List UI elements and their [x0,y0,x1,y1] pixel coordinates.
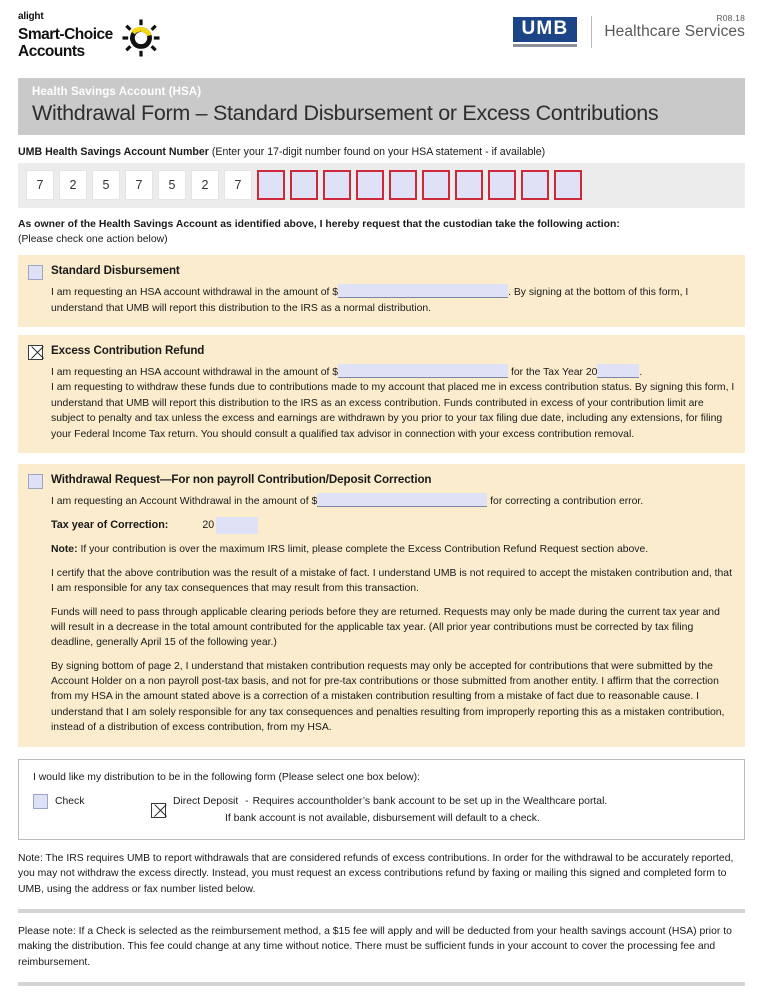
excess-contribution-paragraph-2: I am requesting to withdraw these funds due to contributions made to my account that placed me in excess contribution status. By signing this form, I understand that UMB will report this distribution to the IRS as an excess contribution. Funds contributed in excess of your contribution limit are subject to penalty and tax unless the excess and earnings are withdrawn by you prior to your tax filing due date, including any extensions, for filing your Federal Income Tax return. You should consult a qualified tax advisor in connection with your excess contribution removal. [51,382,735,440]
brand-text [18,12,113,60]
withdrawal-request-text-after: for correcting a contribution error. [487,495,644,507]
umb-logo-mark: UMB [513,17,578,42]
footer-divider-2 [18,982,745,986]
account-digit-input-5[interactable] [389,170,417,200]
account-digit-input-9[interactable] [521,170,549,200]
withdrawal-request-taxyear-label: Tax year of Correction: [51,518,169,531]
withdrawal-request-taxyear-field[interactable] [216,517,258,534]
account-digit-box-3[interactable]: 5 [92,170,120,200]
intro-line-2: (Please check one action below) [18,234,168,246]
distribution-question: I would like my distribution to be in the following form (Please select one box below): [33,771,420,783]
account-digit-input-10[interactable] [554,170,582,200]
withdrawal-request-note [51,542,735,557]
excess-contribution-text-mid: for the Tax Year 20 [508,367,598,379]
intro-text [18,217,745,247]
withdrawal-request-note-bold: Note: [51,544,78,556]
checkbox-excess-contribution-refund[interactable] [28,345,43,360]
account-digit-input-7[interactable] [455,170,483,200]
brand-logo [18,12,160,62]
account-digit-input-1[interactable] [257,170,285,200]
account-number-label [18,146,745,158]
footer-note-irs: Note: The IRS requires UMB to report withdrawals that are considered refunds of excess contributions. In order for the withdrawal to be accurately reported, you may not withdraw the excess directly. Instead, you must request an excess contributions refund by faxing or mailing this signed and completed form to UMB, using the address or fax number listed below. [18,852,734,895]
section-excess-contribution-refund [18,335,745,453]
excess-contribution-body [51,364,735,442]
umb-logo-underline [513,44,578,47]
account-digit-input-6[interactable] [422,170,450,200]
sun-icon [122,19,160,62]
account-number-label-hint: (Enter your 17-digit number found on your HSA statement - if available) [208,146,546,159]
account-digit-box-5[interactable]: 5 [158,170,186,200]
title-eyebrow: Health Savings Account (HSA) [32,86,202,98]
account-digit-box-2[interactable]: 2 [59,170,87,200]
standard-disbursement-header [28,264,735,280]
account-digit-input-2[interactable] [290,170,318,200]
standard-disbursement-title: Standard Disbursement [51,264,180,278]
distribution-method-box [18,759,745,840]
withdrawal-request-amount-field[interactable] [317,493,487,507]
umb-divider [591,16,592,48]
distribution-option-check-label: Check [55,795,85,807]
distribution-direct-deposit-note-2: If bank account is not available, disbursement will default to a check. [225,813,540,825]
withdrawal-request-title: Withdrawal Request—For non payroll Contribution/Deposit Correction [51,472,432,486]
intro-line-1: As owner of the Health Savings Account as identified above, I hereby request that the custodian take the following action: [18,219,620,231]
distribution-option-direct-deposit-label: Direct Deposit [173,795,239,807]
checkbox-withdrawal-request[interactable] [28,474,43,489]
withdrawal-request-header [28,473,735,489]
account-digit-box-4[interactable]: 7 [125,170,153,200]
brand-name-line2: Accounts [18,42,85,60]
withdrawal-request-body [51,493,735,736]
distribution-options-row [33,794,730,827]
standard-disbursement-body [51,284,735,316]
umb-logo [513,17,578,46]
excess-contribution-text-before: I am requesting an HSA account withdrawal in the amount of $ [51,367,339,379]
excess-contribution-header [28,344,735,360]
excess-contribution-text-end: . [639,367,643,379]
footer-divider-1 [18,909,745,913]
account-digit-box-1[interactable]: 7 [26,170,54,200]
distribution-option-direct-deposit[interactable] [151,794,607,827]
withdrawal-request-taxyear-prefix: 20 [202,519,215,532]
withdrawal-request-paragraph-signing: By signing bottom of page 2, I understand that mistaken contribution requests may only be accepted for contributions that were submitted by the Account Holder on a non payroll post-tax basis, and not for pre-tax contributions or those submitted from another entity. I affirm that the correction from my HSA in the amount stated above is a correction of a mistaken contribution resulting from a mistake of fact due to reasonable cause. I understand that I am solely responsible for any tax consequences and penalties resulting from improperly reporting this as a mistaken contribution, instead of a distribution of excess contribution, from my HSA. [51,660,725,734]
excess-contribution-amount-field[interactable] [338,364,508,378]
withdrawal-request-paragraph-certify: I certify that the above contribution was the result of a mistake of fact. I understand UMB is not required to accept the mistaken contribution and, that I am responsible for any tax consequences that may result from this transaction. [51,567,732,595]
standard-disbursement-text-before: I am requesting an HSA account withdrawal in the amount of $ [51,287,339,299]
withdrawal-request-note-text: If your contribution is over the maximum IRS limit, please complete the Excess Contribution Refund Request section above. [77,544,649,556]
withdrawal-request-amount-paragraph [51,493,735,509]
account-digit-box-7[interactable]: 7 [224,170,252,200]
standard-disbursement-text-after: . By signing at the bottom of this form, I understand that UMB will report this distribution to the IRS as a normal distribution. [51,287,689,314]
standard-disbursement-amount-field[interactable] [338,284,508,298]
section-standard-disbursement [18,255,745,327]
withdrawal-request-paragraph-funds: Funds will need to pass through applicable clearing periods before they are returned. Requests may only be made during the current tax year and will result in a decrease in the total amount contributed for the applicable tax year. (All prior year contributions must be corrected by tax filing deadline, generally April 15 of the following year.) [51,606,720,649]
checkbox-check[interactable] [33,794,48,809]
distribution-option-check[interactable] [33,794,151,809]
distribution-direct-deposit-note: Requires accountholder’s bank account to be set up in the Wealthcare portal. [252,795,608,807]
account-digit-input-4[interactable] [356,170,384,200]
standard-disbursement-paragraph [51,284,735,316]
excess-contribution-taxyear-field[interactable] [597,364,639,378]
account-digit-box-6[interactable]: 2 [191,170,219,200]
account-number-boxes [18,163,745,208]
brand-alight-label: alight [18,11,44,22]
excess-contribution-title: Excess Contribution Refund [51,344,205,358]
withdrawal-request-taxyear-row [51,517,735,534]
checkbox-direct-deposit[interactable] [151,803,166,818]
account-number-label-bold: UMB Health Savings Account Number [18,146,209,159]
revision-code: R08.18 [716,13,745,23]
excess-contribution-amount-paragraph [51,364,735,380]
brand-name-line1: Smart-Choice [18,26,113,43]
page-header [0,0,763,72]
distribution-dash: - [245,795,249,807]
section-withdrawal-request [18,464,745,747]
page-title: Withdrawal Form – Standard Disbursement or Excess Contributions [32,101,659,125]
title-banner [18,78,745,135]
account-digit-input-8[interactable] [488,170,516,200]
umb-logo-block [513,16,745,48]
umb-tagline: Healthcare Services [604,23,745,40]
distribution-direct-deposit-text [173,794,607,827]
footer-note-fee: Please note: If a Check is selected as the reimbursement method, a $15 fee will apply and will be deducted from your health savings account (HSA) prior to making the distribution. This fee could change at any time without notice. There must be sufficient funds in your account to cover the processing fee and reimbursement. [18,926,732,968]
withdrawal-request-text-before: I am requesting an Account Withdrawal in the amount of $ [51,495,318,507]
account-digit-input-3[interactable] [323,170,351,200]
checkbox-standard-disbursement[interactable] [28,265,43,280]
